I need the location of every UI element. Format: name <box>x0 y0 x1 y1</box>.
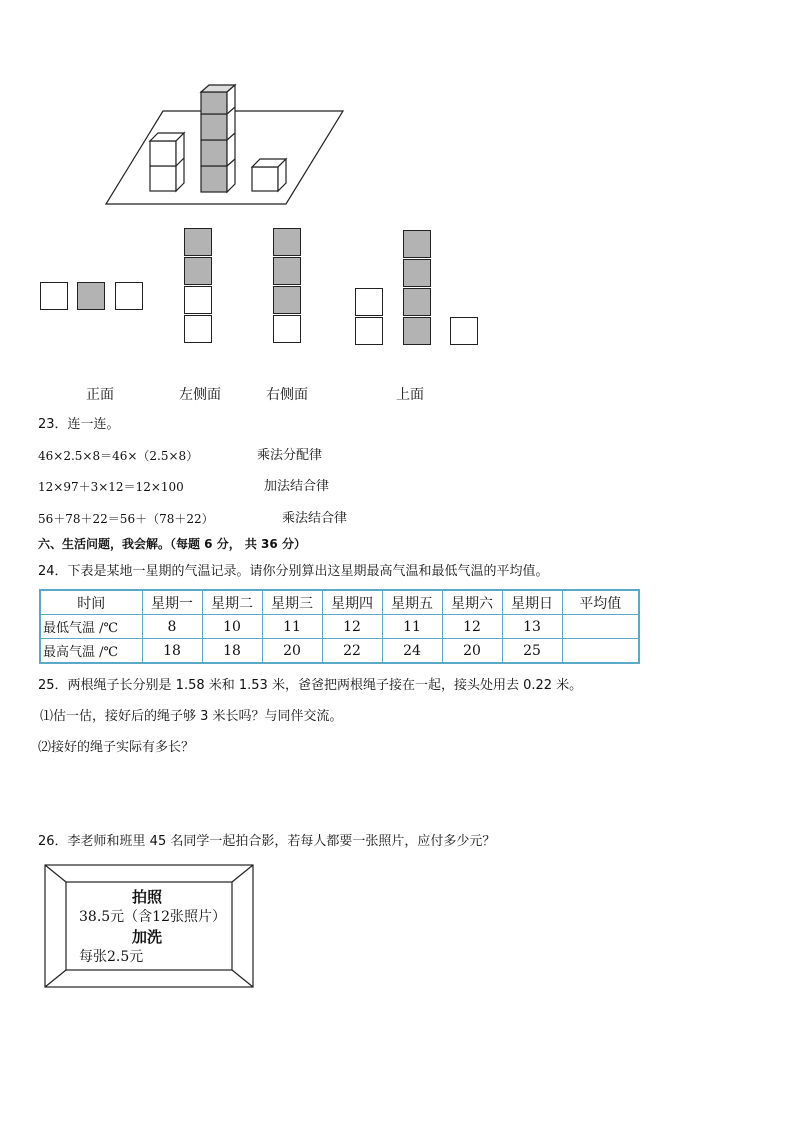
table-cell: 22 <box>322 639 382 664</box>
right-view-label: 右侧面 <box>266 387 308 403</box>
left-view-square <box>184 286 212 314</box>
left-view-square-gray <box>184 228 212 256</box>
table-header-cell: 星期五 <box>382 590 442 615</box>
top-view-square-gray <box>403 317 431 345</box>
table-cell: 20 <box>442 639 502 664</box>
table-cell: 8 <box>142 615 202 639</box>
table-cell: 10 <box>202 615 262 639</box>
sign-heading-photo: 拍照 <box>132 888 163 906</box>
top-view-square-gray <box>403 230 431 258</box>
q23-expression-1: 46×2.5×8＝46×（2.5×8） <box>38 449 199 463</box>
right-view-square-gray <box>273 286 301 314</box>
table-cell: 12 <box>442 615 502 639</box>
front-view-square <box>115 282 143 310</box>
q23-title: 23．连一连。 <box>38 417 120 432</box>
row-label: 最低气温 /℃ <box>40 615 142 639</box>
front-view-square-gray <box>77 282 105 310</box>
sign-extra-price: 每张2.5元 <box>79 949 144 965</box>
table-row-max-temp <box>40 639 639 664</box>
right-view-square-gray <box>273 228 301 256</box>
table-header-cell: 星期四 <box>322 590 382 615</box>
table-cell: 18 <box>202 639 262 664</box>
left-view-label: 左侧面 <box>179 387 221 403</box>
q24-title: 24．下表是某地一星期的气温记录。请你分别算出这星期最高气温和最低气温的平均值。 <box>38 564 549 579</box>
temperature-table <box>39 589 640 664</box>
q25-part-1: ⑴估一估，接好后的绳子够 3 米长吗？与同伴交流。 <box>40 709 343 724</box>
table-cell: 11 <box>262 615 322 639</box>
q23-law-1: 乘法分配律 <box>257 448 323 463</box>
row-label: 最高气温 /℃ <box>40 639 142 664</box>
top-view-square-gray <box>403 259 431 287</box>
q25-part-2: ⑵接好的绳子实际有多长？ <box>38 740 195 755</box>
q23-law-2: 加法结合律 <box>264 479 330 494</box>
average-answer-cell[interactable] <box>562 639 639 664</box>
table-row-min-temp <box>40 615 639 639</box>
table-cell: 12 <box>322 615 382 639</box>
top-view-square <box>355 317 383 345</box>
table-header-cell: 星期三 <box>262 590 322 615</box>
sign-heading-extra: 加洗 <box>132 928 163 946</box>
q23-expression-3: 56＋78＋22＝56＋（78＋22） <box>38 512 214 526</box>
sign-photo-price: 38.5元（含12张照片） <box>79 909 226 925</box>
table-header-cell: 时间 <box>40 590 142 615</box>
q23-law-3: 乘法结合律 <box>282 511 348 526</box>
table-header-cell: 平均值 <box>562 590 639 615</box>
top-view-square <box>355 288 383 316</box>
top-view-label: 上面 <box>396 387 424 403</box>
table-header-cell: 星期日 <box>502 590 562 615</box>
table-cell: 20 <box>262 639 322 664</box>
average-answer-cell[interactable] <box>562 615 639 639</box>
table-cell: 11 <box>382 615 442 639</box>
left-view-square-gray <box>184 257 212 285</box>
cube-arrangement-figure <box>100 82 350 212</box>
right-view-square <box>273 315 301 343</box>
top-view-square-gray <box>403 288 431 316</box>
section-6-heading: 六、生活问题，我会解。（每题 6 分， 共 36 分） <box>38 537 306 551</box>
right-view-square-gray <box>273 257 301 285</box>
price-sign <box>44 864 254 988</box>
table-header-cell: 星期一 <box>142 590 202 615</box>
q26-title: 26．李老师和班里 45 名同学一起拍合影，若每人都要一张照片，应付多少元？ <box>38 834 496 849</box>
q25-title: 25．两根绳子长分别是 1.58 米和 1.53 米，爸爸把两根绳子接在一起，接头处用去 0.22 米。 <box>38 678 583 693</box>
table-header-row <box>40 590 639 615</box>
table-header-cell: 星期六 <box>442 590 502 615</box>
table-cell: 25 <box>502 639 562 664</box>
q23-expression-2: 12×97＋3×12＝12×100 <box>38 480 184 494</box>
front-view-label: 正面 <box>86 387 114 403</box>
table-cell: 13 <box>502 615 562 639</box>
front-view-square <box>40 282 68 310</box>
table-header-cell: 星期二 <box>202 590 262 615</box>
left-view-square <box>184 315 212 343</box>
table-cell: 18 <box>142 639 202 664</box>
table-cell: 24 <box>382 639 442 664</box>
top-view-square <box>450 317 478 345</box>
